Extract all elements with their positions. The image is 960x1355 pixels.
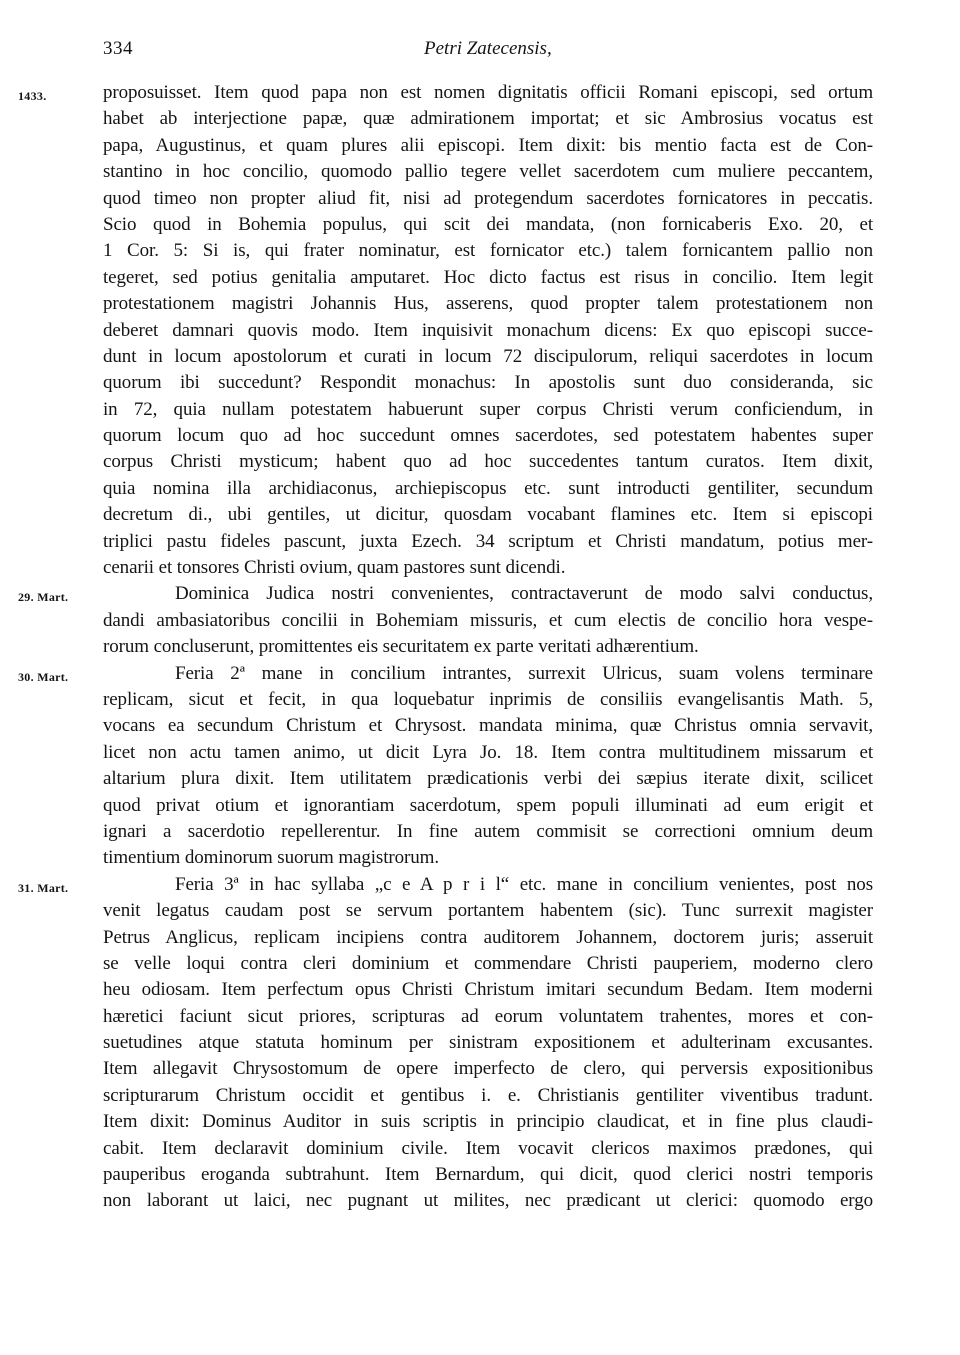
text-line <box>103 925 873 951</box>
text-line <box>103 370 873 396</box>
text-line <box>103 529 873 555</box>
text-line <box>103 634 873 660</box>
text-line <box>103 397 873 423</box>
text-line <box>103 1004 873 1030</box>
text-line <box>103 740 873 766</box>
text-line-content: deberet damnari quovis modo. Item inquisivit monachum dicens: Ex quo episcopi succe- <box>103 319 873 341</box>
text-line <box>18 80 873 106</box>
text-line <box>103 951 873 977</box>
text-line-content: vocans ea secundum Christum et Chrysost. mandata minima, quæ Christus omnia servavit, <box>103 715 873 737</box>
text-line-content: replicam, sicut et fecit, in qua loquebatur inprimis de consiliis evangelisantis Math. 5, <box>103 688 873 710</box>
text-line <box>103 318 873 344</box>
text-line <box>103 713 873 739</box>
text-line <box>103 793 873 819</box>
text-line <box>103 1136 873 1162</box>
text-line <box>103 1162 873 1188</box>
text-line <box>103 898 873 924</box>
text-line-content: scripturarum Christum occidit et gentibus i. e. Christianis gentiliter viventibus tradunt. <box>103 1084 873 1106</box>
text-line <box>103 344 873 370</box>
text-line <box>103 423 873 449</box>
text-line <box>103 291 873 317</box>
text-line <box>103 1109 873 1135</box>
text-line <box>103 159 873 185</box>
text-line <box>103 819 873 845</box>
text-line-content: quia nomina illa archidiaconus, archiepiscopus etc. sunt introducti gentiliter, secundum <box>103 477 873 499</box>
text-line <box>103 186 873 212</box>
text-line-content: tegeret, sed potius genitalia amputaret. Hoc dicto factus est risus in concilio. Item legit <box>103 266 873 288</box>
text-line-content: proposuisset. Item quod papa non est nomen dignitatis officii Romani episcopi, sed ortum <box>103 82 873 103</box>
text-line <box>18 661 873 687</box>
text-line-content: timentium dominorum suorum magistrorum. <box>103 847 439 869</box>
text-line <box>103 1188 873 1214</box>
text-line <box>103 555 873 581</box>
text-line-content: stantino in hoc concilio, quomodo pallio tegere vellet sacerdotem cum muliere peccantem, <box>103 161 873 183</box>
text-line <box>103 106 873 132</box>
margin-date-note: 1433. <box>18 89 47 103</box>
text-line <box>103 212 873 238</box>
text-line-content: quorum locum quo ad hoc succedunt omnes sacerdotes, sed potestatem habentes super <box>103 425 873 447</box>
text-line-content: quorum ibi succedunt? Respondit monachus: In apostolis sunt duo consideranda, sic <box>103 372 873 394</box>
page-header <box>0 38 960 68</box>
margin-date-note: 29. Mart. <box>18 590 69 605</box>
margin-date-note: 31. Mart. <box>18 880 69 895</box>
text-line-content: dandi ambasiatoribus concilii in Bohemiam missuris, et cum electis de concilio hora vespe- <box>103 609 873 631</box>
text-line-content: habet ab interjectione papæ, quæ admirationem importat; et sic Ambrosius vocatus est <box>103 108 873 130</box>
text-line-content: quod timeo non propter aliud fit, nisi ad protegendum sacerdotes fornicatores in peccatis. <box>103 187 873 209</box>
page-number: 334 <box>103 38 133 59</box>
text-line <box>103 1030 873 1056</box>
text-line <box>103 449 873 475</box>
text-line <box>103 265 873 291</box>
text-line-content: Dominica Judica nostri convenientes, contractaverunt de modo salvi conductus, <box>175 583 873 605</box>
text-line-content: Item allegavit Chrysostomum de opere imperfecto de clero, qui perversis expositionibus <box>103 1058 873 1080</box>
text-line-content: Feria 3ª in hac syllaba „c e A p r i l“ etc. mane in concilium venientes, post nos <box>175 873 873 895</box>
text-line <box>103 502 873 528</box>
text-line-content: in 72, quia nullam potestatem habuerunt super corpus Christi verum conficiendum, in <box>103 398 873 420</box>
text-line-content: cabit. Item declaravit dominium civile. Item vocavit clericos maximos prædones, qui <box>103 1137 873 1159</box>
text-line-content: rorum concluserunt, promittentes eis securitatem ex parte veritati adhærentium. <box>103 636 699 658</box>
margin-date-note: 30. Mart. <box>18 669 69 684</box>
text-line-content: venit legatus caudam post se servum portantem habentem (sic). Tunc surrexit magister <box>103 900 873 922</box>
text-line-content: heu odiosam. Item perfectum opus Christi Christum imitari secundum Bedam. Item moderni <box>103 979 873 1001</box>
text-line-content: suetudines atque statuta hominum per sinistram expositionem et adulterinam excusantes. <box>103 1032 873 1054</box>
text-line <box>103 238 873 264</box>
text-line <box>103 608 873 634</box>
text-line <box>18 872 873 898</box>
text-line-content: cenarii et tonsores Christi ovium, quam pastores sunt dicendi. <box>103 557 566 579</box>
text-line-content: Petrus Anglicus, replicam incipiens contra auditorem Johannem, doctorem juris; asseruit <box>103 926 873 948</box>
text-line-content: 1 Cor. 5: Si is, qui frater nominatur, est fornicator etc.) talem fornicantem pallio non <box>103 240 873 262</box>
text-line <box>103 766 873 792</box>
text-line-content: papa, Augustinus, et quam plures alii episcopi. Item dixit: bis mentio facta est de Con- <box>103 134 873 156</box>
running-head: Petri Zatecensis, <box>424 38 552 59</box>
text-line-content: decretum di., ubi gentiles, ut dicitur, quosdam vocabant flamines etc. Item si episcopi <box>103 504 873 526</box>
text-line-content: non laborant ut laici, nec pugnant ut milites, nec prædicant ut clerici: quomodo ergo <box>103 1190 873 1212</box>
text-line <box>103 476 873 502</box>
text-line-content: protestationem magistri Johannis Hus, asserens, quod propter talem protestationem non <box>103 293 873 315</box>
text-line-content: ignari a sacerdotio repellerentur. In fine autem commisit se correctioni omnium deum <box>103 820 873 842</box>
text-line <box>103 977 873 1003</box>
text-line <box>103 845 873 871</box>
text-line <box>103 687 873 713</box>
text-line <box>18 581 873 607</box>
text-line <box>103 1056 873 1082</box>
text-line-content: corpus Christi mysticum; habent quo ad hoc succedentes tantum curatos. Item dixit, <box>103 451 873 473</box>
text-line-content: Item dixit: Dominus Auditor in suis scriptis in principio claudicat, et in fine plus claudi- <box>103 1111 873 1133</box>
text-line-content: se velle loqui contra cleri dominium et commendare Christi pauperiem, moderno clero <box>103 952 873 974</box>
text-line-content: Scio quod in Bohemia populus, qui scit dei mandata, (non fornicaberis Exo. 20, et <box>103 213 873 235</box>
text-line-content: licet non actu tamen animo, ut dicit Lyra Jo. 18. Item contra multitudinem missarum et <box>103 741 873 763</box>
text-line-content: quod privat otium et ignorantiam sacerdotum, spem populi illuminati ad eum erigit et <box>103 794 873 816</box>
text-line-content: Feria 2ª mane in concilium intrantes, surrexit Ulricus, suam volens terminare <box>175 662 873 684</box>
main-text-block <box>18 80 873 1215</box>
text-line-content: pauperibus eroganda subtrahunt. Item Bernardum, qui dicit, quod clerici nostri temporis <box>103 1164 873 1186</box>
text-line-content: altarium plura dixit. Item utilitatem prædicationis verbi dei sæpius iterate dixit, scilicet <box>103 768 873 790</box>
text-line-content: triplici pastu fideles pascunt, juxta Ezech. 34 scriptum et Christi mandatum, potius mer- <box>103 530 873 552</box>
text-line <box>103 133 873 159</box>
text-line <box>103 1083 873 1109</box>
text-line-content: hæretici faciunt sicut priores, scripturas ad eorum voluntatem trahentes, mores et con- <box>103 1005 873 1027</box>
text-line-content: dunt in locum apostolorum et curati in locum 72 discipulorum, reliqui sacerdotes in locum <box>103 345 873 367</box>
